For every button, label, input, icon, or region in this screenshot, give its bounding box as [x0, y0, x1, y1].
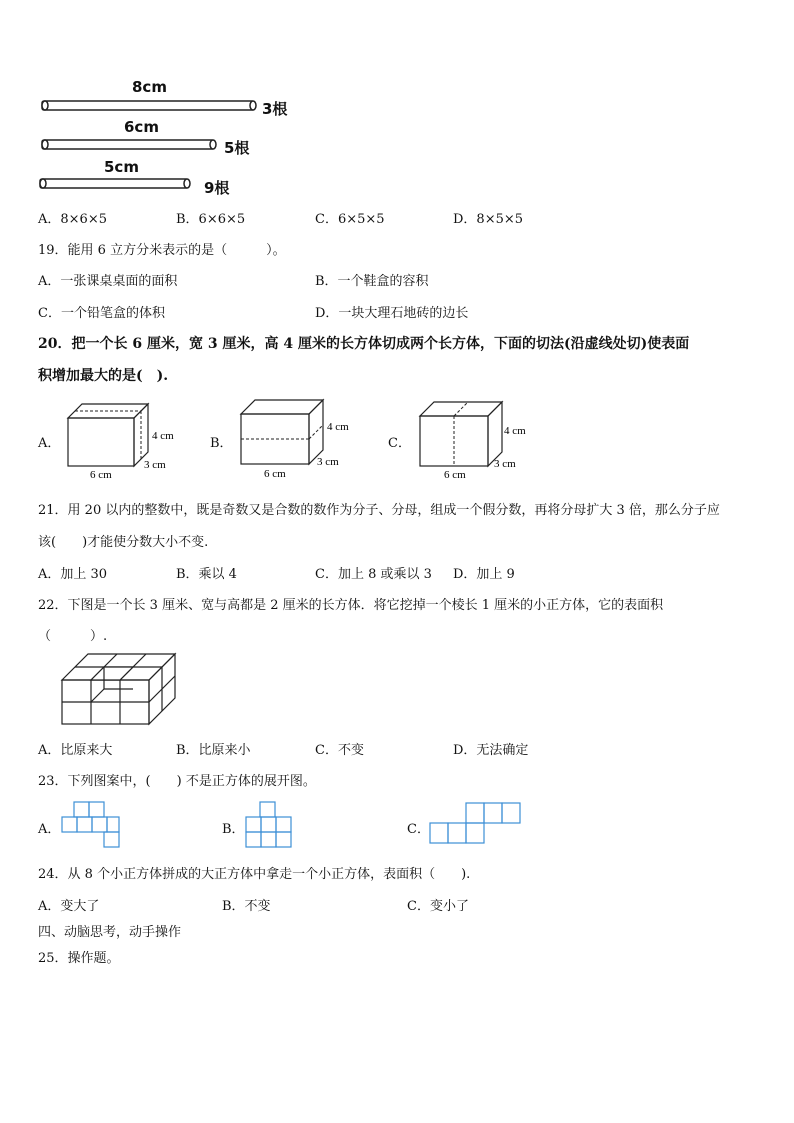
q22-text-line2: （ ）. — [38, 629, 108, 644]
q23-option-a[interactable]: A． — [38, 822, 61, 837]
q21-option-b[interactable]: B．乘以 4 — [176, 567, 237, 582]
q19-option-b[interactable]: B．一个鞋盒的容积 — [315, 274, 429, 289]
q22-option-d[interactable]: D．无法确定 — [453, 743, 529, 758]
q24-option-a[interactable]: A．变大了 — [38, 899, 100, 914]
rod-1-count: 3根 — [262, 100, 288, 118]
q22-text-line1: 22．下图是一个长 3 厘米、宽与高都是 2 厘米的长方体．将它挖掉一个棱长 1 厘米的小正方体，它的表面积 — [38, 598, 664, 613]
q23-net-c[interactable] — [428, 801, 524, 847]
rod-3-length: 5cm — [104, 158, 139, 176]
q25-text: 25．操作题。 — [38, 951, 120, 966]
rod-3-count: 9根 — [204, 179, 230, 197]
q23-text: 23．下列图案中，( ) 不是正方体的展开图。 — [38, 774, 316, 789]
q20-c-width-label: 3 cm — [494, 458, 516, 470]
q20-text-line2: 积增加最大的是( ). — [38, 368, 169, 384]
q20-box-b[interactable] — [239, 398, 359, 482]
q24-option-c[interactable]: C．变小了 — [407, 899, 469, 914]
q20-option-a[interactable]: A． — [38, 436, 61, 451]
q20-box-a[interactable] — [66, 402, 186, 482]
q18-option-a[interactable]: A．8×6×5 — [38, 212, 107, 227]
q20-b-length-label: 6 cm — [264, 468, 286, 480]
q19-text: 19．能用 6 立方分米表示的是（ ）。 — [38, 243, 286, 258]
q23-net-b[interactable] — [244, 800, 294, 850]
q23-net-a[interactable] — [60, 800, 124, 850]
q20-a-length-label: 6 cm — [90, 469, 112, 481]
q20-option-b[interactable]: B． — [210, 436, 233, 451]
rod-2 — [40, 138, 220, 152]
q21-text-line1: 21．用 20 以内的整数中，既是奇数又是合数的数作为分子、分母，组成一个假分数，再将分母扩大 3 倍，那么分子应 — [38, 503, 720, 518]
q21-option-d[interactable]: D．加上 9 — [453, 567, 515, 582]
q20-box-c[interactable] — [418, 400, 538, 484]
q19-option-a[interactable]: A．一张课桌桌面的面积 — [38, 274, 178, 289]
rod-1 — [40, 99, 262, 113]
q24-option-b[interactable]: B．不变 — [222, 899, 271, 914]
q20-c-length-label: 6 cm — [444, 469, 466, 481]
rod-2-count: 5根 — [224, 139, 250, 157]
q22-option-a[interactable]: A．比原来大 — [38, 743, 113, 758]
q20-b-height-label: 4 cm — [327, 421, 349, 433]
rod-2-length: 6cm — [124, 118, 159, 136]
q20-b-width-label: 3 cm — [317, 456, 339, 468]
q20-a-width-label: 3 cm — [144, 459, 166, 471]
q20-text-line1: 20．把一个长 6 厘米，宽 3 厘米，高 4 厘米的长方体切成两个长方体，下面的切法(沿虚线处切)使表面 — [38, 336, 690, 352]
q18-option-b[interactable]: B．6×6×5 — [176, 212, 246, 227]
q21-option-c[interactable]: C．加上 8 或乘以 3 — [315, 567, 432, 582]
q22-option-b[interactable]: B．比原来小 — [176, 743, 251, 758]
q20-a-height-label: 4 cm — [152, 430, 174, 442]
section-4-heading: 四、动脑思考，动手操作 — [38, 925, 182, 940]
q23-option-c[interactable]: C． — [407, 822, 430, 837]
q19-option-d[interactable]: D．一块大理石地砖的边长 — [315, 306, 469, 321]
q22-cuboid-figure — [60, 652, 180, 728]
q20-c-height-label: 4 cm — [504, 425, 526, 437]
q21-text-line2: 该( )才能使分数大小不变. — [38, 535, 209, 550]
q18-option-c[interactable]: C．6×5×5 — [315, 212, 385, 227]
rod-3 — [38, 177, 194, 191]
q22-option-c[interactable]: C．不变 — [315, 743, 364, 758]
q20-option-c[interactable]: C． — [388, 436, 411, 451]
q21-option-a[interactable]: A．加上 30 — [38, 567, 108, 582]
rod-1-length: 8cm — [132, 78, 167, 96]
q23-option-b[interactable]: B． — [222, 822, 245, 837]
q18-option-d[interactable]: D．8×5×5 — [453, 212, 524, 227]
q19-option-c[interactable]: C．一个铅笔盒的体积 — [38, 306, 165, 321]
q24-text: 24．从 8 个小正方体拼成的大正方体中拿走一个小正方体，表面积（ ). — [38, 867, 471, 882]
